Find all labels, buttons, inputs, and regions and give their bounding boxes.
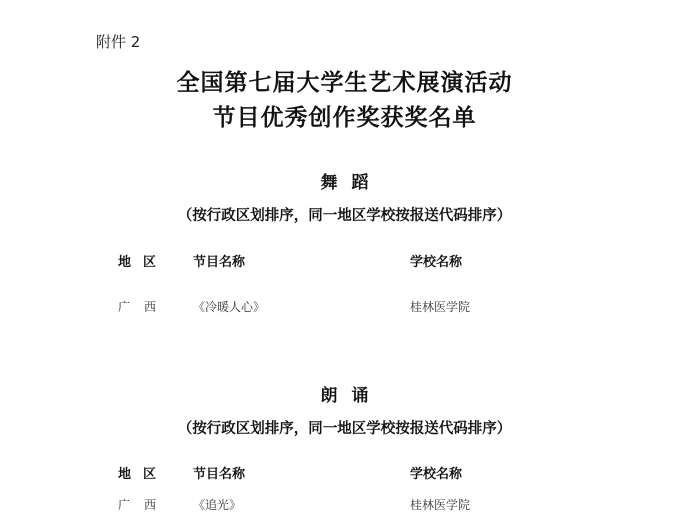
cell-program: 《冷暖人心》 xyxy=(193,300,266,314)
column-header-region: 地区 xyxy=(118,467,169,482)
cell-school: 桂林医学院 xyxy=(410,300,471,314)
section-heading: 朗诵 xyxy=(320,386,383,406)
section-sort-note: （按行政区划排序，同一地区学校按报送代码排序） xyxy=(177,207,512,224)
column-header-school: 学校名称 xyxy=(410,255,463,270)
cell-region: 广西 xyxy=(118,300,171,314)
document-title-line-2: 节目优秀创作奖获奖名单 xyxy=(212,104,477,131)
cell-school: 桂林医学院 xyxy=(410,498,471,512)
column-header-program: 节目名称 xyxy=(193,467,246,482)
section-sort-note: （按行政区划排序，同一地区学校按报送代码排序） xyxy=(177,420,512,437)
attachment-label: 附件 2 xyxy=(96,33,141,51)
column-header-school: 学校名称 xyxy=(410,467,463,482)
cell-program: 《追光》 xyxy=(193,498,242,512)
document-title-line-1: 全国第七届大学生艺术展演活动 xyxy=(176,69,513,96)
column-header-program: 节目名称 xyxy=(193,255,246,270)
cell-region: 广西 xyxy=(118,498,171,512)
section-heading: 舞蹈 xyxy=(320,173,383,193)
column-header-region: 地区 xyxy=(118,255,169,270)
